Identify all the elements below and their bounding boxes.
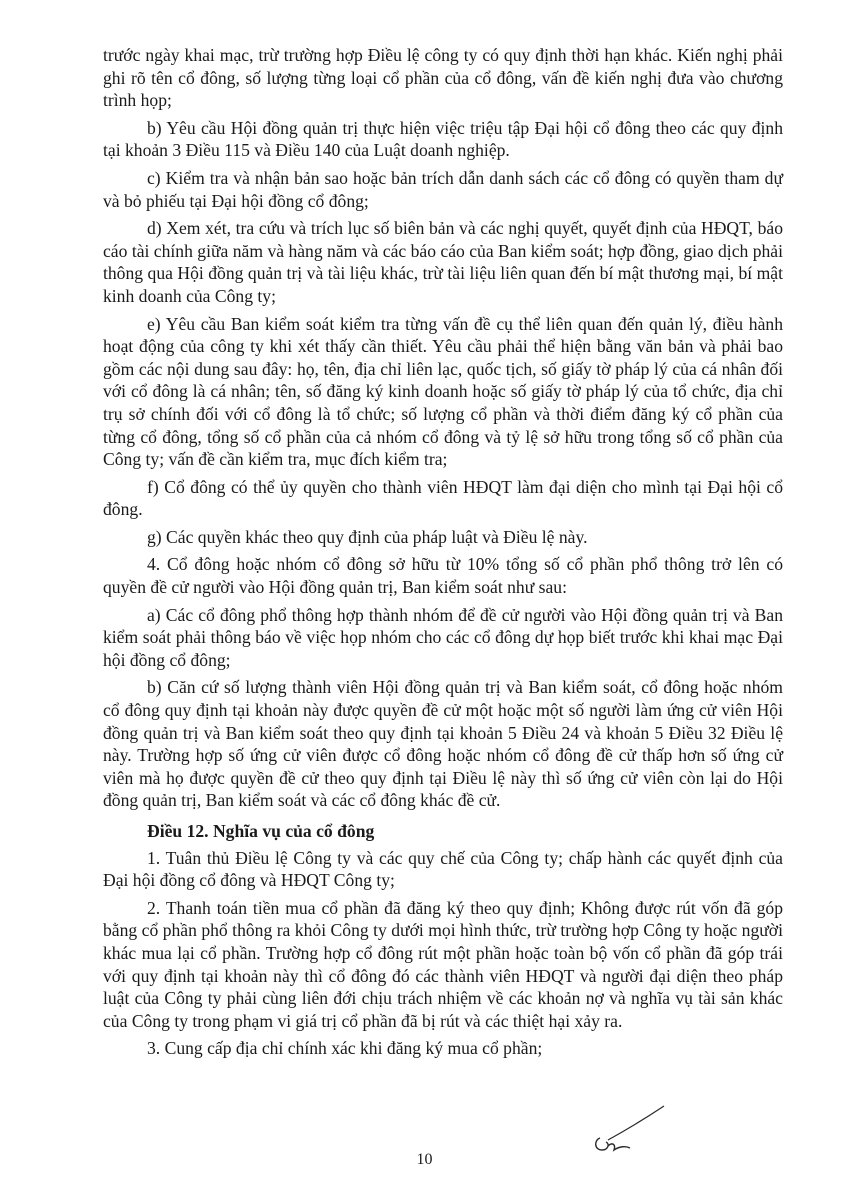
paragraph: c) Kiểm tra và nhận bản sao hoặc bản trích dẫn danh sách các cổ đông có quyền tham dự và bỏ phiếu tại Đại hội đồng cổ đông; [103, 167, 783, 211]
paragraph: 4. Cổ đông hoặc nhóm cổ đông sở hữu từ 10% tổng số cổ phần phổ thông trở lên có quyền đề cử người vào Hội đồng quản trị, Ban kiểm soát như sau: [103, 554, 783, 598]
paragraph: e) Yêu cầu Ban kiểm soát kiểm tra từng vấn đề cụ thể liên quan đến quản lý, điều hành hoạt động của công ty khi xét thấy cần thiết. Yêu cầu phải thể hiện bằng văn bản và phải bao gồm các nội dung sau đây: họ, tên, địa chỉ liên lạc, quốc tịch, số giấy tờ pháp lý của cá nhân đối với cổ đông là cá nhân; tên, số đăng ký kinh doanh hoặc số giấy tờ pháp lý của tổ chức, địa chỉ trụ sở chính đối với cổ đông là tổ chức; số lượng cổ phần và thời điểm đăng ký cổ phần của từng cổ đông, tổng số cổ phần của cả nhóm cổ đông và tỷ lệ sở hữu trong tổng số cổ phần của Công ty; vấn đề cần kiểm tra, mục đích kiểm tra; [103, 313, 783, 470]
paragraph: b) Yêu cầu Hội đồng quản trị thực hiện việc triệu tập Đại hội cổ đông theo các quy định tại khoản 3 Điều 115 và Điều 140 của Luật doanh nghiệp. [103, 117, 783, 161]
paragraph: 3. Cung cấp địa chỉ chính xác khi đăng ký mua cổ phần; [147, 1038, 543, 1059]
article-heading: Điều 12. Nghĩa vụ của cổ đông [147, 821, 375, 841]
paragraph: a) Các cổ đông phổ thông hợp thành nhóm để đề cử người vào Hội đồng quản trị và Ban kiểm soát phải thông báo về việc họp nhóm cho các cổ đông dự họp biết trước khi khai mạc Đại hội đồng cổ đông; [103, 604, 783, 670]
paragraph: f) Cổ đông có thể ủy quyền cho thành viên HĐQT làm đại diện cho mình tại Đại hội cổ đông. [103, 476, 783, 520]
paragraph: trước ngày khai mạc, trừ trường hợp Điều lệ công ty có quy định thời hạn khác. Kiến nghị phải ghi rõ tên cổ đông, số lượng từng loại cổ phần của cổ đông, vấn đề kiến nghị đưa vào chương trình họp; [103, 45, 783, 111]
paragraph: 2. Thanh toán tiền mua cổ phần đã đăng ký theo quy định; Không được rút vốn đã góp bằng cổ phần phổ thông ra khỏi Công ty dưới mọi hình thức, trừ trường hợp Công ty hoặc người khác mua lại cổ phần. Trường hợp cổ đông rút một phần hoặc toàn bộ vốn cổ phần đã góp trái với quy định tại khoản này thì cổ đông đó các thành viên HĐQT và người đại diện theo pháp luật của Công ty phải cùng liên đới chịu trách nhiệm về các khoản nợ và nghĩa vụ tài sản khác của Công ty trong phạm vi giá trị cổ phần đã bị rút và các thiệt hại xảy ra. [103, 897, 783, 1031]
paragraph: d) Xem xét, tra cứu và trích lục số biên bản và các nghị quyết, quyết định của HĐQT, báo cáo tài chính giữa năm và hàng năm và các báo cáo của Ban kiểm soát; hợp đồng, giao dịch phải thông qua Hội đồng quản trị và tài liệu khác, trừ tài liệu liên quan đến bí mật thương mại, bí mật kinh doanh của Công ty; [103, 218, 783, 306]
paragraph: 1. Tuân thủ Điều lệ Công ty và các quy chế của Công ty; chấp hành các quyết định của Đại hội đồng cổ đông và HĐQT Công ty; [103, 847, 783, 891]
paragraph: b) Căn cứ số lượng thành viên Hội đồng quản trị và Ban kiểm soát, cổ đông hoặc nhóm cổ đông quy định tại khoản này được quyền đề cử một hoặc một số người làm ứng cử viên Hội đồng quản trị và Ban kiểm soát theo quy định tại khoản 5 Điều 24 và khoản 5 Điều 32 Điều lệ này. Trường hợp số ứng cử viên được cổ đông hoặc nhóm cổ đông đề cử thấp hơn số ứng cử viên mà họ được quyền đề cử theo quy định tại Điều lệ này thì số ứng cử viên còn lại do Hội đồng quản trị, Ban kiểm soát và các cổ đông khác đề cử. [103, 677, 783, 811]
paragraph: g) Các quyền khác theo quy định của pháp luật và Điều lệ này. [147, 526, 588, 547]
page-number: 10 [416, 1151, 433, 1168]
document-body [103, 44, 783, 1065]
